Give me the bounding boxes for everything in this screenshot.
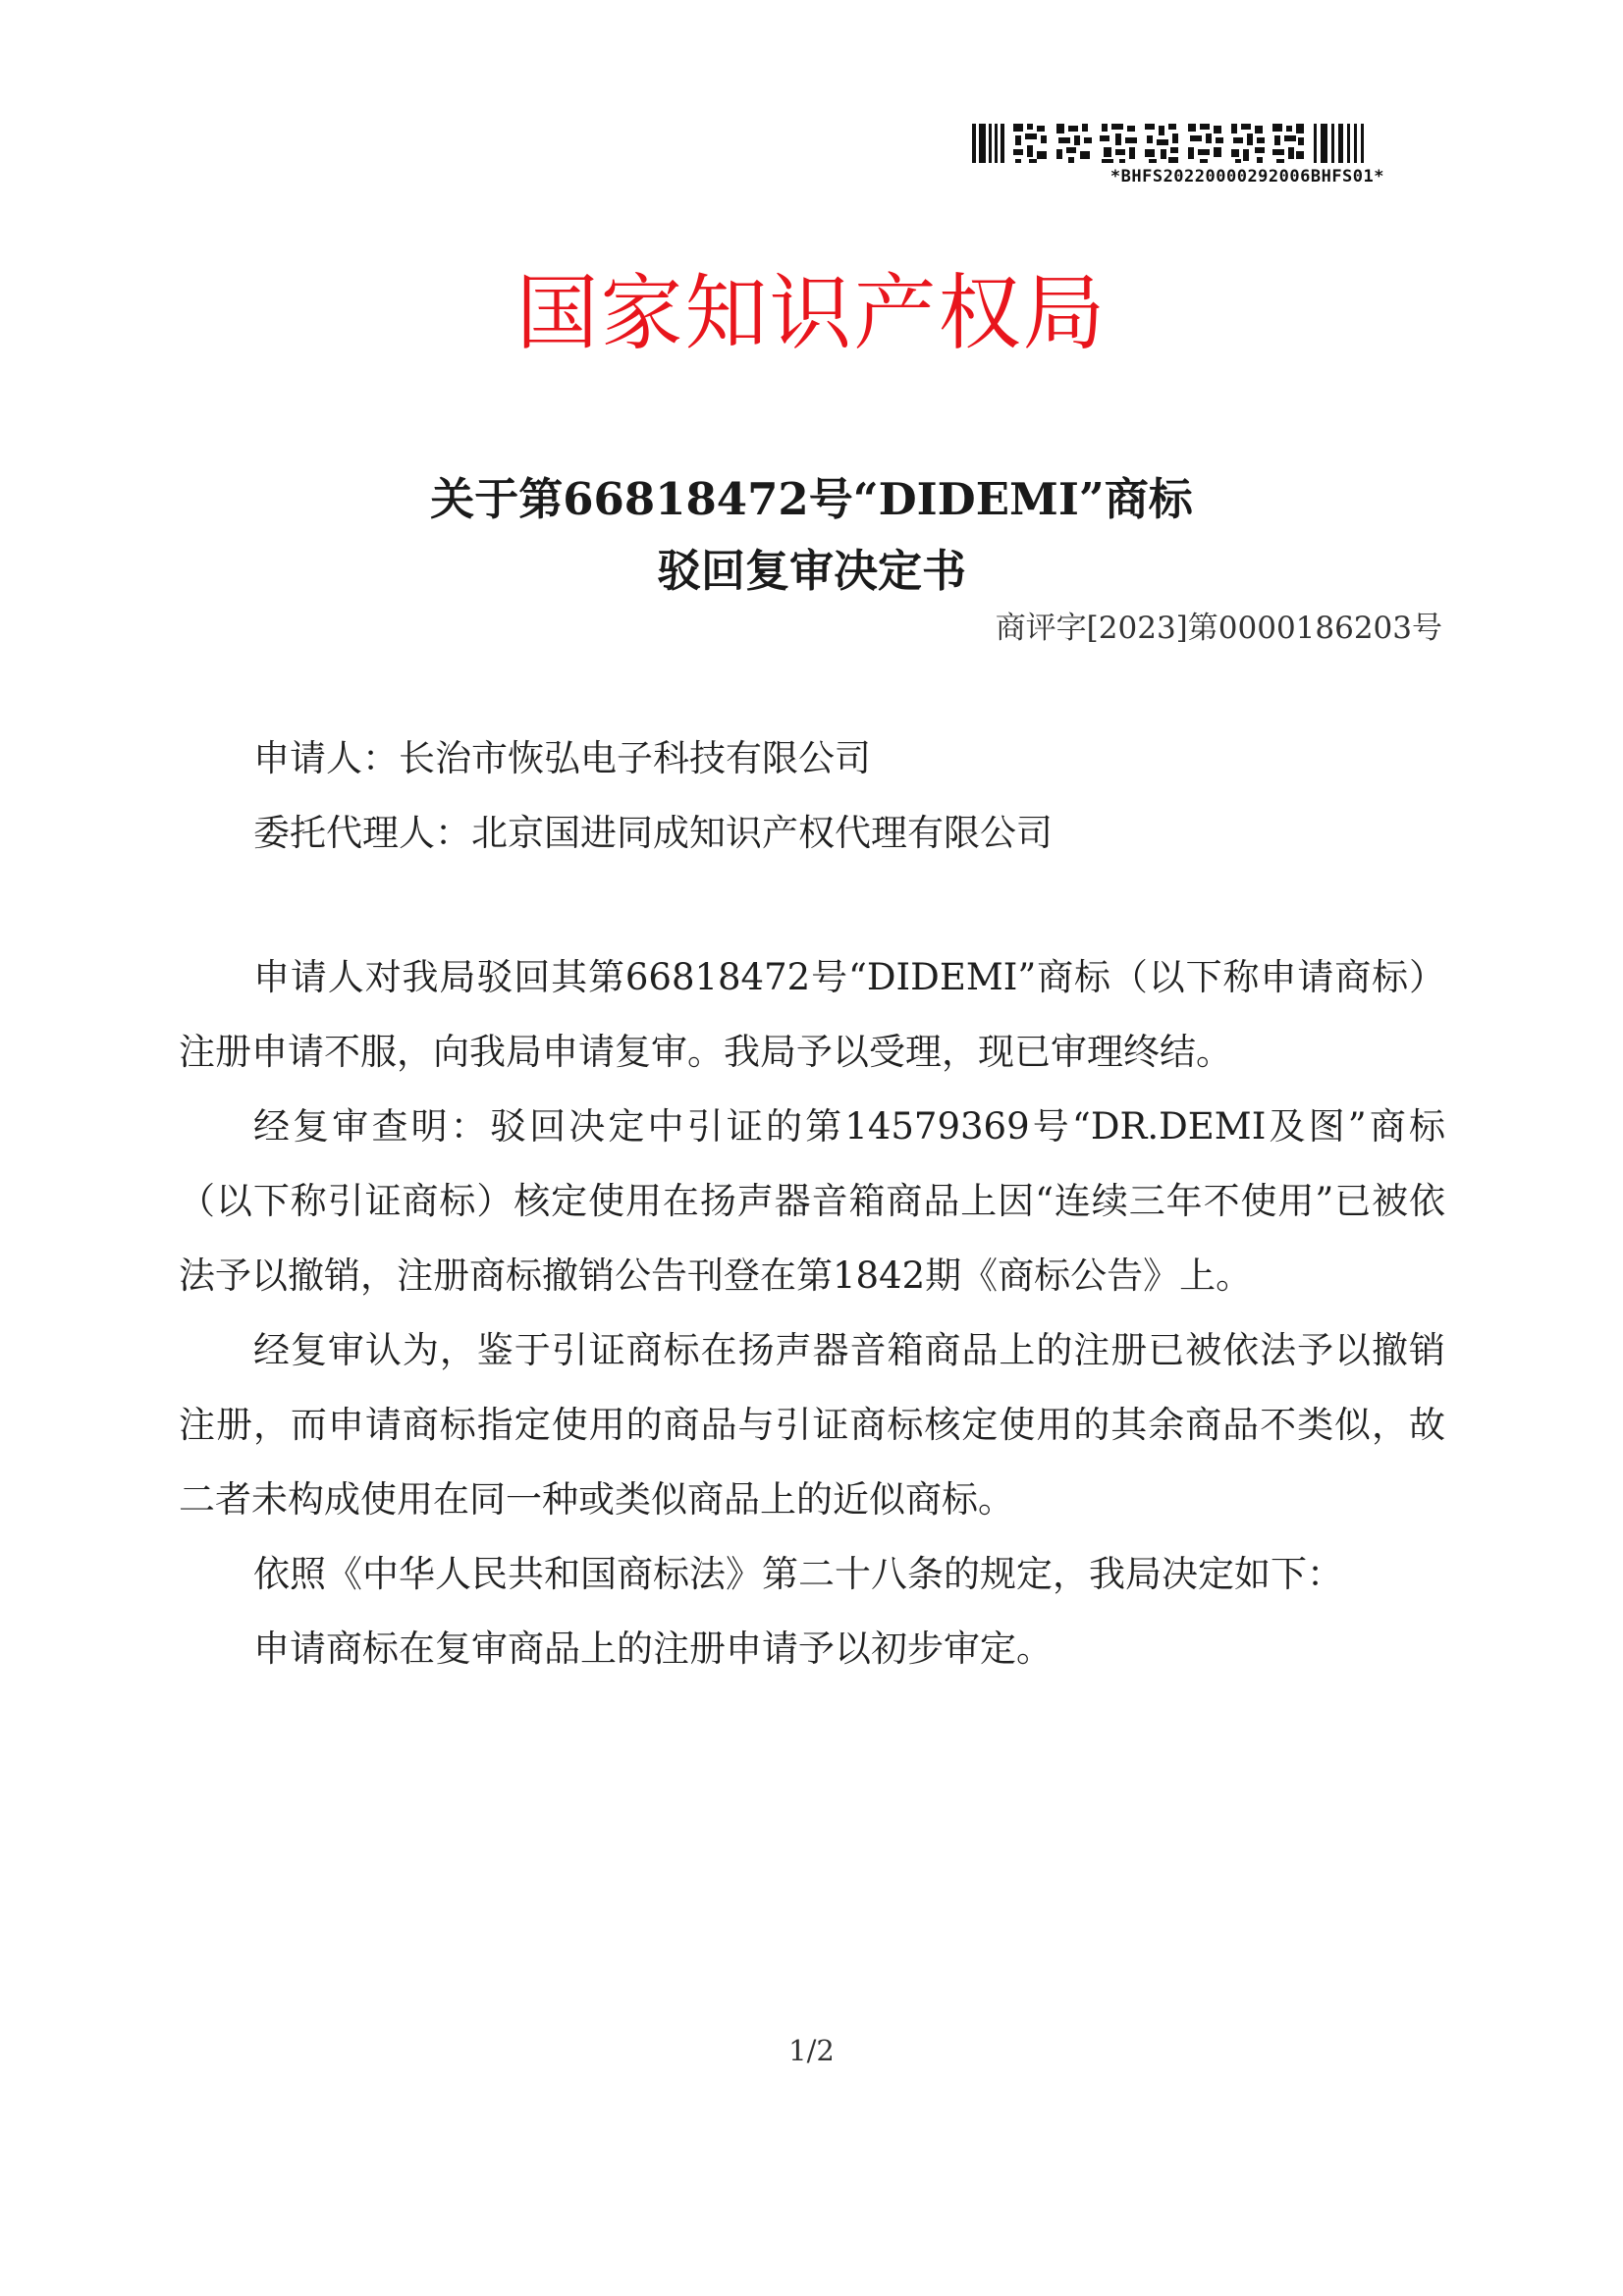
body-paragraph-5: 申请商标在复审商品上的注册申请予以初步审定。 xyxy=(253,1628,1053,1670)
document-title-line1: 关于第66818472号“DIDEMI”商标 xyxy=(430,473,1193,525)
page-number: 1/2 xyxy=(788,2034,835,2067)
agent: 委托代理人：北京国进同成知识产权代理有限公司 xyxy=(253,812,1053,854)
body-paragraph-1: 申请人对我局驳回其第66818472号“DIDEMI”商标（以下称申请商标）注册申请不服，向我局申请复审。我局予以受理，现已审理终结。 xyxy=(179,956,1445,1073)
document-title-line2: 驳回复审决定书 xyxy=(656,545,966,597)
agency-name: 国家知识产权局 xyxy=(515,265,1108,361)
applicant: 申请人：长治市恢弘电子科技有限公司 xyxy=(253,737,871,779)
barcode-block xyxy=(972,122,1384,187)
body-paragraph-2: 经复审查明：驳回决定中引证的第14579369号“DR.DEMI及图”商标（以下称引证商标）核定使用在扬声器音箱商品上因“连续三年不使用”已被依法予以撤销，注册商标撤销公告刊登在第1842期《商标公告》上。 xyxy=(179,1105,1445,1297)
body-paragraph-4: 依照《中华人民共和国商标法》第二十八条的规定，我局决定如下： xyxy=(253,1553,1343,1595)
document-number: 商评字[2023]第0000186203号 xyxy=(995,611,1442,646)
barcode-graphic xyxy=(972,122,1375,165)
body-paragraph-3: 经复审认为，鉴于引证商标在扬声器音箱商品上的注册已被依法予以撤销注册，而申请商标指定使用的商品与引证商标核定使用的其余商品不类似，故二者未构成使用在同一种或类似商品上的近似商标。 xyxy=(179,1329,1445,1521)
barcode-number: *BHFS20220000292006BHFS01* xyxy=(1109,167,1384,187)
